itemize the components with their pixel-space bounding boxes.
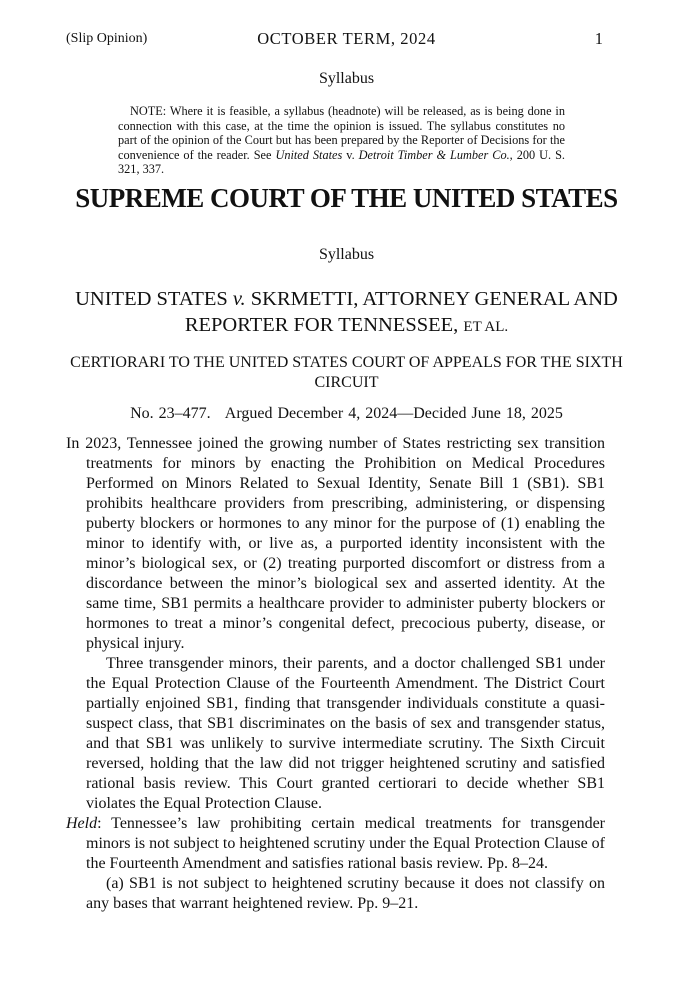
paragraph-background: In 2023, Tennessee joined the growing number of States restricting sex transition treatments for minors by enacting the Prohibition on Medical Procedures Performed on Minors Related to Sexual Identity, Senate Bill 1 (SB1). SB1 prohibits healthcare providers from prescribing, administering, or dispensing puberty blockers or hormones to any minor for the purpose of (1) enabling the minor to identify with, or live as, a purported identity inconsistent with the minor’s biological sex, or (2) treating purported discomfort or distress from a discordance between the minor’s biological sex and asserted identity. At the same time, SB1 permits a healthcare provider to administer puberty blockers or hormones to treat a minor’s congenital defect, precocious puberty, disease, or physical injury. bbox=[66, 435, 605, 652]
paragraph-procedural: Three transgender minors, their parents, and a doctor challenged SB1 under the Equal Protection Clause of the Fourteenth Amendment. The District Court partially enjoined SB1, finding that transgender individuals constitute a quasi-suspect class, that SB1 discriminates on the basis of sex and transgender status, and that SB1 was unlikely to survive intermediate scrutiny. The Sixth Circuit reversed, holding that the law did not trigger heightened scrutiny and satisfied rational basis review. This Court granted certiorari to decide whether SB1 violates the Equal Protection Clause. bbox=[86, 655, 605, 812]
note-cite-v: v. bbox=[342, 147, 359, 162]
reporter-note bbox=[118, 104, 565, 177]
page-number: 1 bbox=[594, 29, 603, 48]
note-cite-case2: Detroit Timber & Lumber Co., bbox=[358, 147, 513, 162]
note-text: NOTE: Where it is feasible, a syllabus (headnote) will be released, as is being done in connection with this case, at the time the opinion is issued. The syllabus constitutes no part of the opinion of the Court but has been prepared by the Reporter of Decisions for the convenience of the reader. See bbox=[118, 104, 565, 162]
note-cite-case: United States bbox=[275, 147, 343, 162]
case-title bbox=[40, 286, 653, 340]
term-heading: OCTOBER TERM, 2024 bbox=[257, 29, 436, 48]
syllabus-heading-top: Syllabus bbox=[318, 70, 375, 87]
held-label: Held bbox=[66, 815, 98, 832]
case-title-part2: SKRMETTI, ATTORNEY GENERAL AND REPORTER FOR TENNESSEE, bbox=[184, 288, 618, 336]
case-title-et-al: ET AL. bbox=[463, 319, 509, 335]
case-title-part1: UNITED STATES bbox=[75, 288, 233, 310]
syllabus-heading: Syllabus bbox=[318, 246, 375, 263]
syllabus-body bbox=[66, 434, 605, 914]
held-text: : Tennessee’s law prohibiting certain medical treatments for transgender minors is not subject to heightened scrutiny under the Equal Protection Clause of the Fourteenth Amendment and satisfies rational basis review. Pp. 8–24. bbox=[86, 815, 606, 872]
certiorari-line: CERTIORARI TO THE UNITED STATES COURT OF APPEALS FOR THE SIXTH CIRCUIT bbox=[70, 354, 623, 391]
case-title-v: v. bbox=[232, 288, 246, 310]
paragraph-held bbox=[66, 814, 605, 874]
slip-opinion-label: (Slip Opinion) bbox=[66, 31, 148, 46]
paragraph-a: (a) SB1 is not subject to heightened scrutiny because it does not classify on any bases that warrant heightened review. Pp. 9–21. bbox=[86, 875, 605, 912]
court-name: SUPREME COURT OF THE UNITED STATES bbox=[75, 183, 618, 213]
docket-line: No. 23–477. Argued December 4, 2024—Decided June 18, 2025 bbox=[130, 405, 563, 422]
note-cite-rest: 200 U. S. 321, 337. bbox=[118, 147, 565, 177]
